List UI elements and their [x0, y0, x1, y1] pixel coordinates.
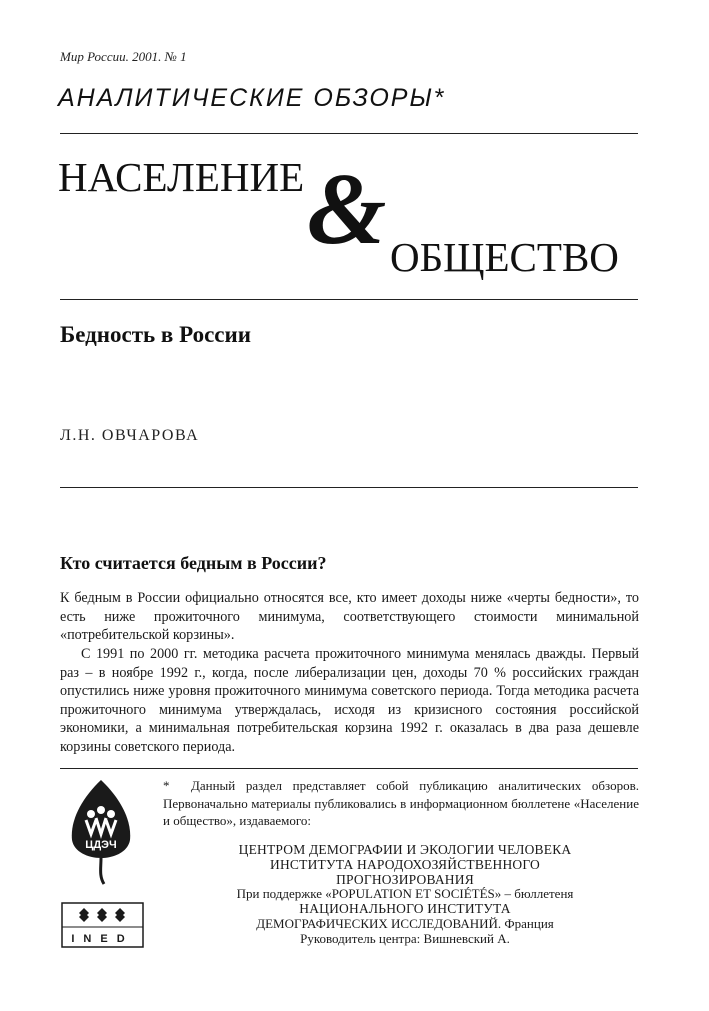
publisher-block: [190, 843, 620, 947]
body-paragraph-1: К бедным в России официально относятся все, кто имеет доходы ниже «черты бедности», то есть ниже прожиточного минимума, соответствующего стоимости минимальной «потребительской корзины».: [60, 590, 639, 644]
journal-issue-line: Мир России. 2001. № 1: [60, 49, 187, 64]
footnote-text: Данный раздел представляет собой публикацию аналитических обзоров. Первоначально материалы публиковались в информационном бюллетене «Население и общество», издаваемого:: [163, 778, 639, 828]
brand-ampersand: &: [307, 153, 387, 266]
publisher-line-6: ДЕМОГРАФИЧЕСКИХ ИССЛЕДОВАНИЙ. Франция: [256, 915, 554, 931]
cdeh-leaf-logo: [64, 778, 138, 886]
publisher-line-1: ЦЕНТРОМ ДЕМОГРАФИИ И ЭКОЛОГИИ ЧЕЛОВЕКА: [238, 842, 572, 857]
leaf-logo-icon: [64, 778, 138, 886]
footnote-mark: *: [163, 778, 170, 793]
divider-brand: [60, 299, 638, 300]
ined-logo-icon: [61, 902, 144, 948]
publisher-line-3: ПРОГНОЗИРОВАНИЯ: [336, 871, 474, 887]
article-title: Бедность в России: [60, 322, 251, 347]
section-heading: Кто считается бедным в России?: [60, 553, 327, 573]
leaf-logo-text: ЦДЭЧ: [85, 839, 117, 851]
publisher-line-5: НАЦИОНАЛЬНОГО ИНСТИТУТА: [299, 901, 511, 917]
article-author: Л.Н. ОВЧАРОВА: [60, 427, 200, 444]
section-title: АНАЛИТИЧЕСКИЕ ОБЗОРЫ*: [58, 84, 446, 112]
divider-footnote: [60, 768, 638, 769]
publisher-line-7: Руководитель центра: Вишневский А.: [300, 930, 510, 946]
brand-word-naselenie: НАСЕЛЕНИЕ: [58, 154, 305, 200]
divider-author: [60, 487, 638, 488]
divider-top: [60, 133, 638, 134]
brand-word-obshchestvo: ОБЩЕСТВО: [390, 234, 619, 280]
ined-logo-text: INED: [71, 933, 134, 945]
publisher-line-2: ИНСТИТУТА НАРОДОХОЗЯЙСТВЕННОГО: [270, 856, 540, 872]
ined-logo: [61, 902, 144, 948]
publisher-line-4: При поддержке «POPULATION ET SOCIÉTÉS» – бюллетеня: [236, 886, 574, 902]
footnote: [163, 777, 639, 830]
body-paragraph-2: С 1991 по 2000 гг. методика расчета прожиточного минимума менялась дважды. Первый раз – в ноябре 1992 г., когда, после либерализации цен, доходы 70 % российских граждан опустились ниже уровня прожиточного минимума советского периода. Тогда методика расчета прожиточного минимума утверждалась, исходя из кризисного состояния российской экономики, а минимальная потребительская корзина 1992 г. оказалась в два раза дешевле корзины советского периода.: [60, 646, 639, 755]
